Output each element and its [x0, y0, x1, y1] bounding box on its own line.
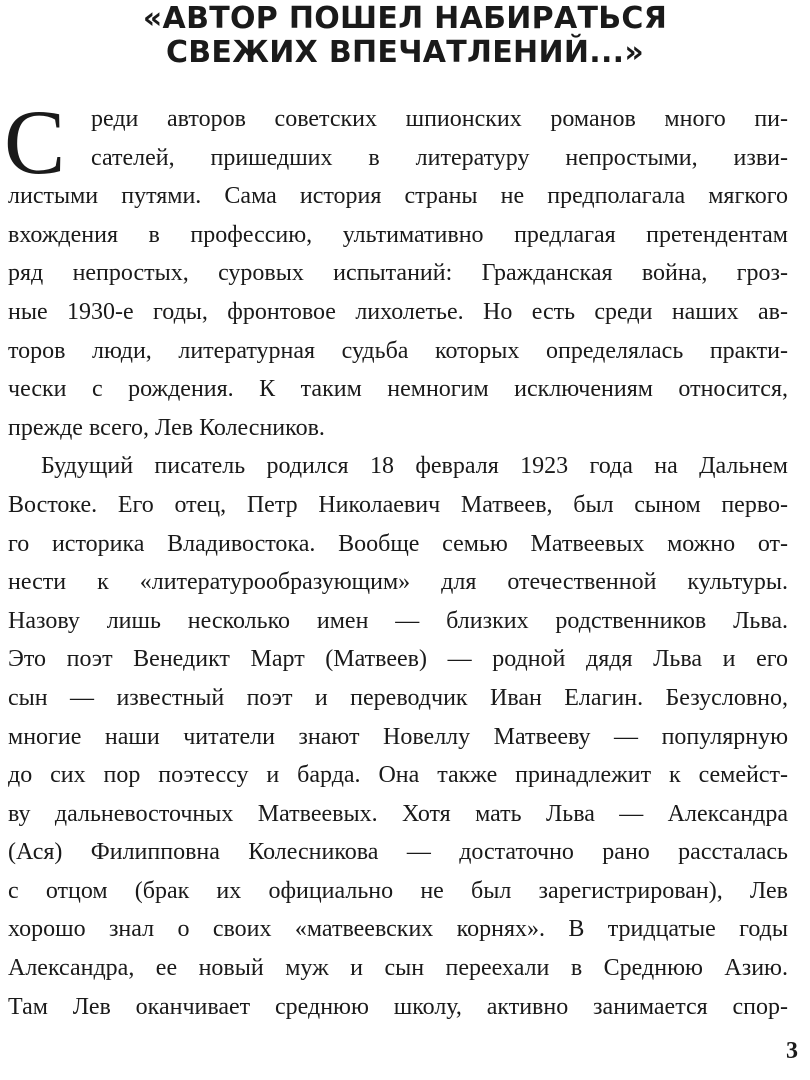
- body-text: [4, 91, 788, 1026]
- drop-cap: С: [4, 91, 66, 193]
- text-line: прежде всего, Лев Колесников.: [8, 414, 325, 441]
- paragraph-1: [8, 100, 788, 447]
- text-line: хорошо знал о своих «матвеевских корнях». В тридцатые годы: [8, 916, 788, 943]
- text-line: сын — известный поэт и переводчик Иван Елагин. Безусловно,: [8, 684, 788, 711]
- text-line: Там Лев оканчивает среднюю школу, активно занимается спор-: [8, 993, 788, 1020]
- text-line: Будущий писатель родился 18 февраля 1923 года на Дальнем: [41, 453, 788, 480]
- text-line: (Ася) Филипповна Колесникова — достаточно рано рассталась: [8, 839, 788, 866]
- chapter-title-line-2: СВЕЖИХ ВПЕЧАТЛЕНИЙ...»: [165, 35, 645, 70]
- text-line: листыми путями. Сама история страны не предполагала мягкого: [8, 183, 788, 210]
- paragraph-2: [8, 447, 788, 1026]
- text-line: вхождения в профессию, ультимативно предлагая претендентам: [8, 221, 788, 248]
- text-line: до сих пор поэтессу и барда. Она также принадлежит к семейст-: [8, 762, 788, 789]
- text-line: многие наши читатели знают Новеллу Матвееву — популярную: [8, 723, 788, 750]
- text-line: сателей, пришедших в литературу непростыми, изви-: [91, 144, 788, 171]
- chapter-title: [0, 2, 810, 70]
- text-line: Александра, ее новый муж и сын переехали в Среднюю Азию.: [8, 955, 788, 982]
- page-number: 3: [786, 1038, 798, 1064]
- text-line: ву дальневосточных Матвеевых. Хотя мать Льва — Александра: [8, 800, 788, 827]
- text-line: торов люди, литературная судьба которых определялась практи-: [8, 337, 788, 364]
- text-line: ные 1930-е годы, фронтовое лихолетье. Но есть среди наших ав-: [8, 298, 788, 325]
- text-line: го историка Владивостока. Вообще семью Матвеевых можно от-: [8, 530, 788, 557]
- text-line: Это поэт Венедикт Март (Матвеев) — родной дядя Льва и его: [8, 646, 788, 673]
- text-line: ряд непростых, суровых испытаний: Гражданская война, гроз-: [8, 260, 788, 287]
- text-line: чески с рождения. К таким немногим исключениям относится,: [8, 376, 788, 403]
- text-line: нести к «литературообразующим» для отечественной культуры.: [8, 569, 788, 596]
- chapter-title-line-1: «АВТОР ПОШЕЛ НАБИРАТЬСЯ: [142, 1, 668, 36]
- text-line: с отцом (брак их официально не был зарегистрирован), Лев: [8, 877, 788, 904]
- text-line: Назову лишь несколько имен — близких родственников Льва.: [8, 607, 788, 634]
- text-line: Востоке. Его отец, Петр Николаевич Матвеев, был сыном перво-: [8, 491, 788, 518]
- text-line: реди авторов советских шпионских романов много пи-: [91, 106, 788, 132]
